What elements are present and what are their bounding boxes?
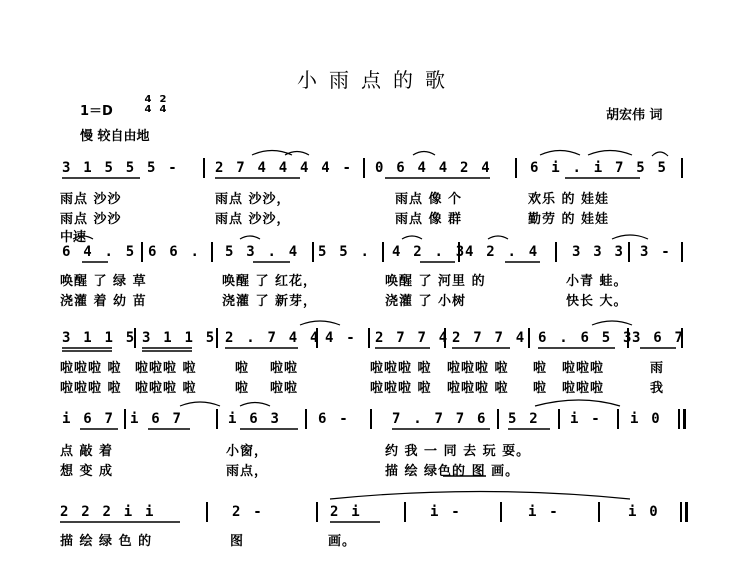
lyric-line-2: 勤劳 的 娃娃 bbox=[528, 212, 610, 227]
lyric-line-2: 雨点 沙沙， bbox=[215, 212, 291, 227]
lyric-line-1: 约 我 一 同 去 玩 耍。 bbox=[385, 444, 531, 459]
measure: 2 7 7 4 bbox=[375, 330, 450, 346]
song-title: 小雨点的歌 bbox=[297, 68, 457, 92]
measure: 5 3 . 4 bbox=[225, 244, 300, 260]
slur bbox=[540, 151, 580, 156]
lyric-line-2: 描 绘 绿色的 图 画。 bbox=[385, 464, 520, 479]
slur bbox=[488, 236, 508, 239]
measure: 2 7 4 4 4 4 - bbox=[215, 160, 354, 176]
measure: 0 6 4 4 2 4 bbox=[375, 160, 492, 176]
lyric-line-2: 浇灌 了 小树 bbox=[385, 294, 467, 309]
lyric-line-1: 小青 蛙。 bbox=[566, 274, 628, 289]
lyric-line-2: 啦 bbox=[235, 381, 250, 396]
measure: 3 6 7 bbox=[632, 330, 686, 346]
tie bbox=[300, 321, 340, 325]
lyric-line-1: 唤醒 了 河里 的 bbox=[385, 274, 486, 289]
fermata bbox=[652, 152, 668, 156]
slur bbox=[588, 151, 632, 156]
measure: i 0 bbox=[630, 411, 662, 427]
time-signature-4-4: 4 4 bbox=[144, 94, 152, 115]
slur bbox=[612, 235, 648, 239]
measure: 2 i bbox=[330, 504, 362, 520]
tempo-mark: 慢 较自由地 bbox=[80, 129, 150, 144]
tie bbox=[330, 492, 630, 500]
lyric-line-1: 欢乐 的 娃娃 bbox=[528, 192, 610, 207]
measure: 2 7 7 4 bbox=[452, 330, 527, 346]
slur bbox=[413, 152, 435, 156]
lyric-line-2: 想 变 成 bbox=[60, 464, 114, 479]
lyric-line-1: 雨点 像 个 bbox=[395, 192, 463, 207]
measure: 6 - bbox=[318, 411, 350, 427]
lyric-line-1: 啦啦啦 啦 bbox=[447, 361, 509, 376]
lyric-line-1: 画。 bbox=[328, 534, 357, 549]
lyric-line-2: 浇灌 了 新芽， bbox=[222, 294, 318, 309]
lyric-line-1: 啦 bbox=[235, 361, 250, 376]
lyric-line-2: 啦啦啦 啦 bbox=[370, 381, 432, 396]
measure: i - bbox=[528, 504, 560, 520]
section-label: 中速 bbox=[60, 230, 87, 245]
measure: i 0 bbox=[628, 504, 660, 520]
measure: 6 . 6 5 3 bbox=[538, 330, 634, 346]
measure: 2 - bbox=[232, 504, 264, 520]
tie bbox=[240, 403, 270, 407]
lyric-line-2: 啦啦啦 啦 bbox=[447, 381, 509, 396]
measure: i 6 7 bbox=[130, 411, 184, 427]
measure: 2 2 2 i i bbox=[60, 504, 156, 520]
measure: 4 2 . 3 bbox=[392, 244, 467, 260]
measure: 7 . 7 7 6 bbox=[392, 411, 488, 427]
lyric-line-2: 雨点 像 群 bbox=[395, 212, 463, 227]
lyric-line-1: 雨 bbox=[650, 361, 665, 376]
lyric-line-2: 啦 bbox=[533, 381, 548, 396]
measure: 3 - bbox=[640, 244, 672, 260]
lyric-line-1: 小窗， bbox=[226, 444, 269, 459]
tie bbox=[592, 321, 632, 325]
lyric-line-1: 描 绘 绿 色 的 bbox=[60, 534, 153, 549]
lyric-line-1: 雨点 沙沙 bbox=[60, 192, 122, 207]
measure: 5 5 . bbox=[318, 244, 372, 260]
measure: i - bbox=[570, 411, 602, 427]
slur bbox=[285, 152, 309, 156]
key-signature: 1＝D bbox=[80, 104, 113, 119]
slur bbox=[73, 236, 93, 239]
measure: i - bbox=[430, 504, 462, 520]
lyric-line-1: 点 敲 着 bbox=[60, 444, 114, 459]
lyric-line-2: 啦啦啦 啦 bbox=[135, 381, 197, 396]
lyric-line-1: 啦啦啦 啦 bbox=[60, 361, 122, 376]
lyric-line-2: 啦啦啦 啦 bbox=[60, 381, 122, 396]
lyric-line-1: 唤醒 了 绿 草 bbox=[60, 274, 147, 289]
lyric-line-2: 雨点， bbox=[226, 464, 269, 479]
lyric-line-1: 唤醒 了 红花， bbox=[222, 274, 318, 289]
time-signature-2-4: 2 4 bbox=[159, 94, 167, 115]
lyric-line-2: 啦啦啦 bbox=[562, 381, 605, 396]
lyric-line-1: 啦啦啦 啦 bbox=[135, 361, 197, 376]
measure: 3 3 3 bbox=[572, 244, 626, 260]
measure: 5 2 bbox=[508, 411, 540, 427]
lyric-line-1: 啦啦 bbox=[270, 361, 299, 376]
measure: 6 4 . 5 bbox=[62, 244, 137, 260]
measure: 2 . 7 4 4 bbox=[225, 330, 321, 346]
lyric-line-1: 雨点 沙沙， bbox=[215, 192, 291, 207]
lyric-line-1: 啦啦啦 啦 bbox=[370, 361, 432, 376]
measure: 6 i . i 7 5 5 bbox=[530, 160, 669, 176]
lyric-line-2: 快长 大。 bbox=[566, 294, 628, 309]
measure: 3 1 1 5 bbox=[142, 330, 217, 346]
lyric-line-2: 我 bbox=[650, 381, 665, 396]
slur bbox=[240, 236, 260, 239]
measure: 3 1 5 5 5 - bbox=[62, 160, 179, 176]
measure: 3 1 1 5 bbox=[62, 330, 137, 346]
lyric-line-2: 雨点 沙沙 bbox=[60, 212, 122, 227]
lyric-line-2: 浇灌 着 幼 苗 bbox=[60, 294, 147, 309]
measure: 6 6 . bbox=[148, 244, 202, 260]
measure: 4 - bbox=[325, 330, 357, 346]
lyric-line-1: 啦啦啦 bbox=[562, 361, 605, 376]
tie bbox=[180, 402, 220, 406]
lyric-line-2: 啦啦 bbox=[270, 381, 299, 396]
tie bbox=[535, 400, 620, 406]
lyric-line-1: 图 bbox=[230, 534, 245, 549]
measure: 4 2 . 4 bbox=[465, 244, 540, 260]
measure: i 6 3 bbox=[228, 411, 282, 427]
measure: i 6 7 bbox=[62, 411, 116, 427]
lyricist: 胡宏伟 词 bbox=[606, 108, 663, 123]
slur bbox=[402, 236, 422, 239]
lyric-line-1: 啦 bbox=[533, 361, 548, 376]
